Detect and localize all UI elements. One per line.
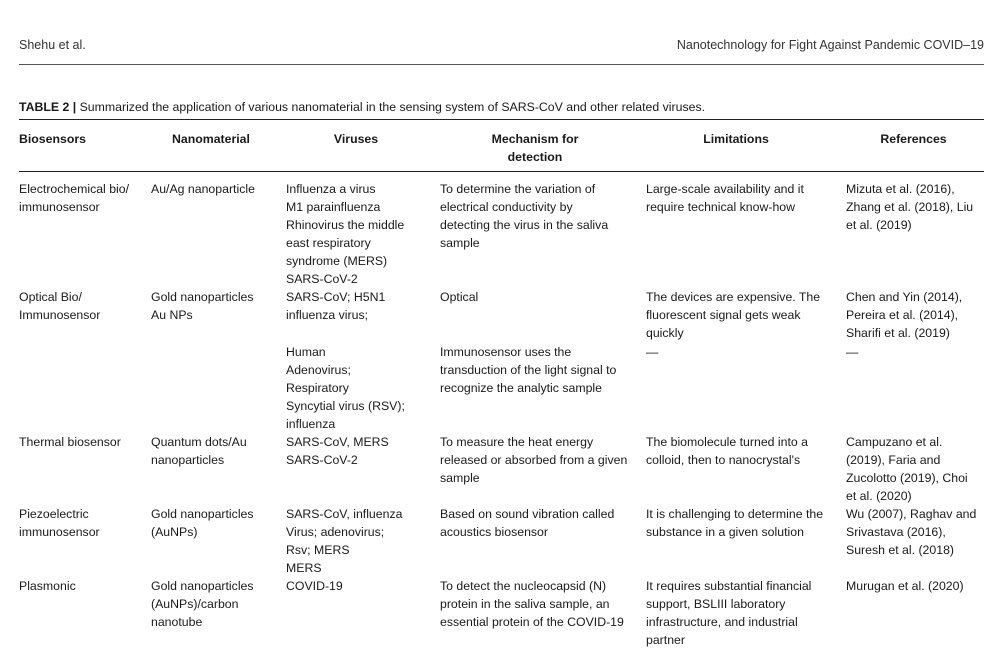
- col-header-nanomaterial: Nanomaterial: [172, 132, 250, 146]
- table-cell-limitations: It is challenging to determine the substance in a given solution: [646, 507, 824, 540]
- table-cell-biosensor: Optical Bio/ Immunosensor: [19, 290, 101, 323]
- table-cell-nanomaterial: Gold nanoparticles (AuNPs)/carbon nanotube: [151, 579, 254, 630]
- table-header-rule: [19, 171, 984, 172]
- table-cell-viruses: SARS-CoV, influenza Virus; adenovirus; Rsv; MERS MERS: [286, 507, 403, 576]
- table-cell-viruses: SARS-CoV; H5N1 influenza virus;: [286, 290, 386, 323]
- table-cell-nanomaterial: Gold nanoparticles Au NPs: [151, 290, 254, 323]
- table-cell-mechanism: Based on sound vibration called acoustics biosensor: [440, 507, 615, 540]
- table-cell-nanomaterial: Gold nanoparticles (AuNPs): [151, 507, 254, 540]
- table-top-rule: [19, 119, 984, 120]
- header-divider: [19, 64, 984, 65]
- table-cell-biosensor: Electrochemical bio/ immunosensor: [19, 182, 130, 215]
- table-cell-references: —: [846, 345, 859, 359]
- table-cell-mechanism: To detect the nucleocapsid (N) protein in the saliva sample, an essential protein of the COVID-19: [440, 579, 624, 630]
- table-cell-references: Murugan et al. (2020): [846, 579, 964, 593]
- table-cell-mechanism: To determine the variation of electrical conductivity by detecting the virus in the saliva sample: [440, 182, 609, 251]
- table-cell-references: Chen and Yin (2014), Pereira et al. (2014), Sharifi et al. (2019): [846, 290, 963, 341]
- table-cell-mechanism: To measure the heat energy released or absorbed from a given sample: [440, 435, 628, 486]
- table-caption-text: Summarized the application of various nanomaterial in the sensing system of SARS-CoV and other related viruses.: [76, 100, 706, 114]
- table-cell-mechanism: Immunosensor uses the transduction of the light signal to recognize the analytic sample: [440, 345, 617, 396]
- table-caption-label: TABLE 2 |: [19, 100, 77, 114]
- header-authors: Shehu et al.: [19, 38, 86, 52]
- header-title: Nanotechnology for Fight Against Pandemic COVID–19: [676, 38, 984, 52]
- table-cell-limitations: The devices are expensive. The fluorescent signal gets weak quickly: [646, 290, 821, 341]
- table-cell-biosensor: Thermal biosensor: [19, 435, 121, 449]
- col-header-references: References: [880, 132, 947, 146]
- table-cell-biosensor: Piezoelectric immunosensor: [19, 507, 100, 540]
- table-cell-references: Wu (2007), Raghav and Srivastava (2016), Suresh et al. (2018): [846, 507, 977, 558]
- table-cell-limitations: The biomolecule turned into a colloid, then to nanocrystal's: [646, 435, 809, 468]
- col-header-mechanism: Mechanism for detection: [491, 132, 579, 164]
- table-cell-viruses: Influenza a virus M1 parainfluenza Rhinovirus the middle east respiratory syndrome (MERS) SARS-CoV-2: [286, 182, 405, 287]
- table-caption: [19, 100, 984, 114]
- table-cell-viruses: SARS-CoV, MERS SARS-CoV-2: [286, 435, 389, 468]
- table-cell-references: Mizuta et al. (2016), Zhang et al. (2018), Liu et al. (2019): [846, 182, 974, 233]
- table-cell-limitations: It requires substantial financial support, BSLIII laboratory infrastructure, and industrial partner: [646, 579, 812, 648]
- table-cell-references: Campuzano et al. (2019), Faria and Zucolotto (2019), Choi et al. (2020): [846, 435, 968, 504]
- table-cell-limitations: —: [646, 345, 659, 359]
- col-header-viruses: Viruses: [333, 132, 379, 146]
- table-cell-nanomaterial: Quantum dots/Au nanoparticles: [151, 435, 247, 468]
- running-header: [19, 38, 984, 54]
- table-cell-viruses: COVID-19: [286, 579, 343, 593]
- col-header-biosensors: Biosensors: [19, 132, 86, 146]
- table-cell-limitations: Large-scale availability and it require technical know-how: [646, 182, 804, 215]
- table-cell-mechanism: Optical: [440, 290, 479, 304]
- table-cell-nanomaterial: Au/Ag nanoparticle: [151, 182, 255, 196]
- table-cell-biosensor: Plasmonic: [19, 579, 76, 593]
- table-cell-viruses: Human Adenovirus; Respiratory Syncytial virus (RSV); influenza: [286, 345, 405, 432]
- col-header-limitations: Limitations: [703, 132, 769, 146]
